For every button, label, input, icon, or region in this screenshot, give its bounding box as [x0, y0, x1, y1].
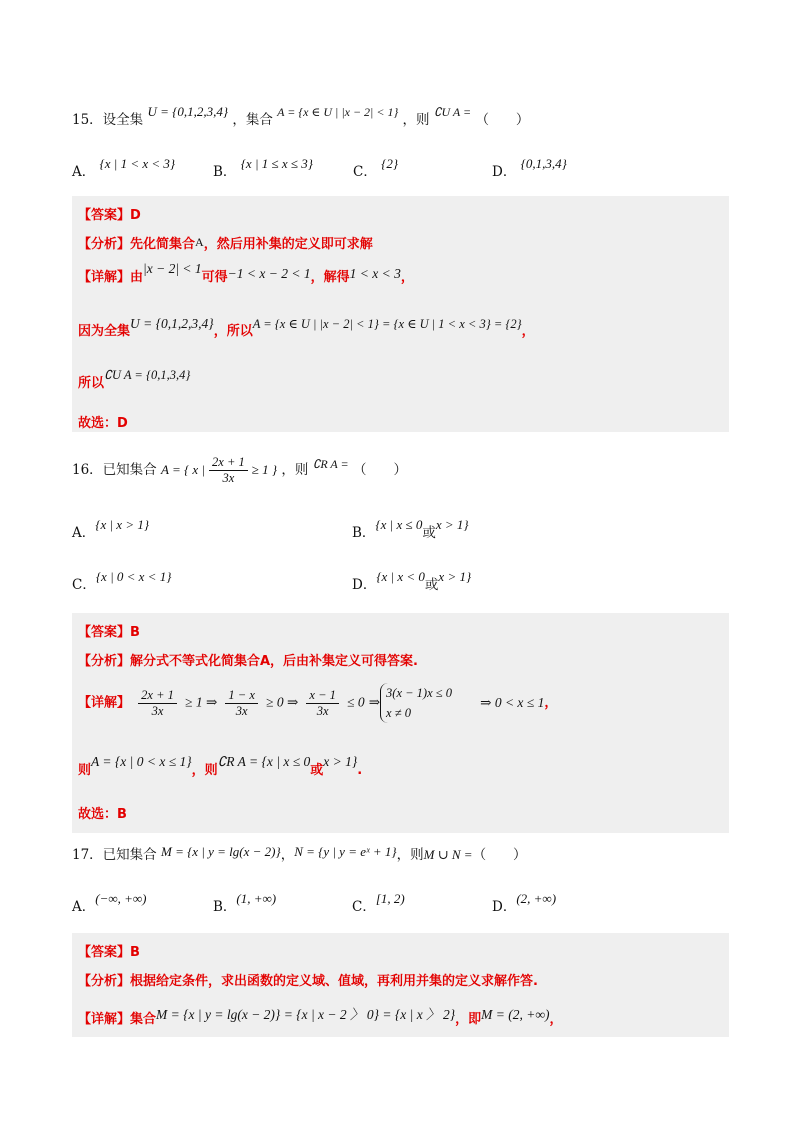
option-d: D．(2, +∞) — [492, 891, 557, 915]
option-a: A． {x | 1 < x < 3} — [72, 156, 176, 180]
math-universal-set: U = {0,1,2,3,4} — [147, 104, 229, 119]
option-c: C． {2} — [353, 156, 399, 180]
option-d: D．{x | x < 0或x > 1} — [352, 569, 472, 593]
option-a: A．{x | x > 1} — [72, 517, 150, 541]
answer-line: 【答案】D — [78, 208, 141, 223]
math-set-a: A = {x ∈ U | |x − 2| < 1} — [277, 105, 399, 119]
so-line: 所以∁U A = {0,1,3,4} — [78, 368, 191, 391]
detail-line: 【详解】 $\frac{2x + 1}{3x}$ ≥ 1 ⇒ $\frac{1 - x}{3x}$ ≥ 0 ⇒ $\frac{x - 1}{3x}$ ≤ 0 ⇒ 3(x − 1)x ≤ 0 x ≠ 0 ⇒ 0 < x ≤ 1， — [78, 683, 557, 723]
solution-box-17 — [72, 933, 729, 1037]
option-a: A．(−∞, +∞) — [72, 891, 147, 915]
math-complement: ∁U A = — [433, 105, 472, 119]
option-d: D． {0,1,3,4} — [492, 156, 567, 180]
analysis-line: 【分析】根据给定条件，求出函数的定义域、值域，再利用并集的定义求解作答. — [78, 974, 538, 989]
choose-line: 故选：D — [78, 416, 128, 431]
option-b: B．(1, +∞) — [213, 891, 277, 915]
option-b: B．{x | x ≤ 0或x > 1} — [352, 517, 469, 541]
detail-line: 【详解】由|x − 2| < 1可得−1 < x − 2 < 1，解得1 < x < 3， — [78, 261, 414, 285]
option-c: C．{x | 0 < x < 1} — [72, 569, 172, 593]
solution-box-16 — [72, 613, 729, 833]
option-c: C．[1, 2) — [352, 891, 405, 915]
solution-box-15 — [72, 196, 729, 432]
answer-line: 【答案】B — [78, 945, 140, 960]
because-line: 因为全集U = {0,1,2,3,4}，所以A = {x ∈ U | |x − 2| < 1} = {x ∈ U | 1 < x < 3} = {2}， — [78, 316, 535, 339]
question-17-stem: 17．已知集合 M = {x | y = lg(x − 2)}，N = {y | y = eˣ + 1}，则M ∪ N =（ ） — [72, 844, 527, 863]
answer-line: 【答案】B — [78, 625, 140, 640]
question-15-stem: 15．设全集 U = {0,1,2,3,4} ，集合 A = {x ∈ U | |x − 2| < 1} ，则 ∁U A = （ ） — [72, 104, 530, 128]
then-line: 则A = {x | 0 < x ≤ 1}，则∁R A = {x | x ≤ 0或x > 1}. — [78, 754, 363, 778]
choose-line: 故选：B — [78, 807, 127, 822]
equation-system: 3(x − 1)x ≤ 0 x ≠ 0 — [380, 683, 452, 723]
analysis-line: 【分析】先化简集合A，然后用补集的定义即可求解 — [78, 235, 373, 252]
detail-line: 【详解】集合M = {x | y = lg(x − 2)} = {x | x − 2 〉 0} = {x | x 〉 2}，即M = (2, +∞)， — [78, 1007, 563, 1027]
question-16-stem: 16．已知集合 A = { x | $\frac{2x + 1}{3x}$ ≥ 1 } ，则 ∁R A = （ ） — [72, 455, 407, 485]
option-b: B． {x | 1 ≤ x ≤ 3} — [213, 156, 313, 180]
analysis-line: 【分析】解分式不等式化简集合A，后由补集定义可得答案. — [78, 654, 418, 669]
